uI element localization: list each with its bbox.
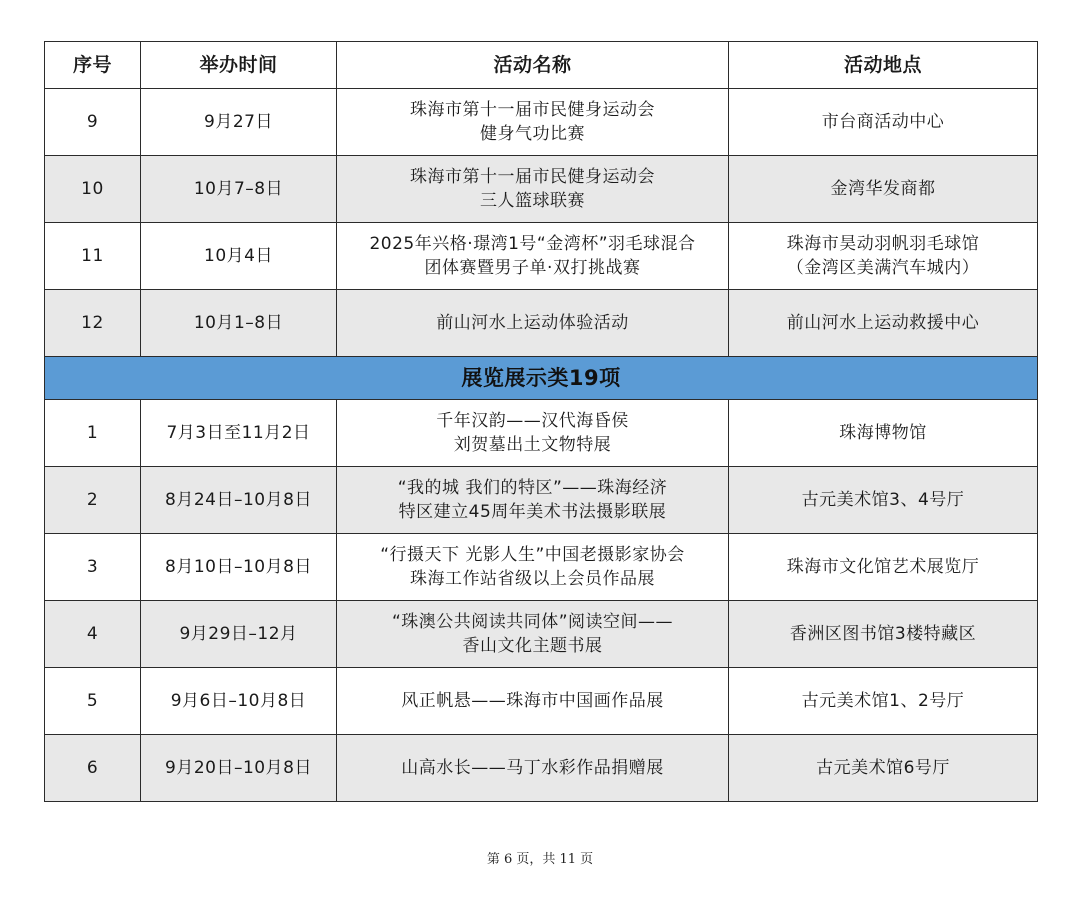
header-location: 活动地点 <box>729 42 1038 89</box>
row-number: 12 <box>45 290 141 357</box>
event-name-line-1: 珠海市第十一届市民健身运动会 <box>410 167 655 187</box>
row-event-name <box>337 668 729 735</box>
location-line-1: 古元美术馆1、2号厅 <box>801 691 965 711</box>
event-name-line-2: 特区建立45周年美术书法摄影联展 <box>398 502 667 522</box>
event-name-line-2: 三人篮球联赛 <box>480 191 585 211</box>
event-name-line-1: 风正帆悬——珠海市中国画作品展 <box>401 691 664 711</box>
location-line-1: 古元美术馆6号厅 <box>816 758 950 778</box>
row-number: 9 <box>45 89 141 156</box>
event-name-line-1: “珠澳公共阅读共同体”阅读空间—— <box>391 612 674 632</box>
event-name-line-1: “我的城 我们的特区”——珠海经济 <box>397 478 668 498</box>
row-time: 9月6日–10月8日 <box>141 668 337 735</box>
event-name-line-1: 珠海市第十一届市民健身运动会 <box>410 100 655 120</box>
row-number: 5 <box>45 668 141 735</box>
row-location <box>729 467 1038 534</box>
row-number: 6 <box>45 735 141 802</box>
row-number: 3 <box>45 534 141 601</box>
row-time: 9月27日 <box>141 89 337 156</box>
table-row <box>45 467 1038 534</box>
row-event-name <box>337 400 729 467</box>
event-name-line-2: 健身气功比赛 <box>480 124 585 144</box>
row-event-name <box>337 601 729 668</box>
location-line-1: 珠海博物馆 <box>839 423 927 443</box>
location-line-1: 金湾华发商都 <box>830 179 936 199</box>
row-event-name <box>337 290 729 357</box>
row-time: 8月24日–10月8日 <box>141 467 337 534</box>
row-time: 9月29日–12月 <box>141 601 337 668</box>
row-time: 9月20日–10月8日 <box>141 735 337 802</box>
event-name-line-1: “行摄天下 光影人生”中国老摄影家协会 <box>380 545 685 565</box>
event-name-line-1: 2025年兴格·璟湾1号“金湾杯”羽毛球混合 <box>369 234 696 254</box>
table-row <box>45 668 1038 735</box>
table-row <box>45 89 1038 156</box>
row-time: 7月3日至11月2日 <box>141 400 337 467</box>
section-title: 展览展示类19项 <box>45 357 1038 400</box>
row-location <box>729 668 1038 735</box>
row-event-name <box>337 156 729 223</box>
row-number: 1 <box>45 400 141 467</box>
row-event-name <box>337 223 729 290</box>
row-event-name <box>337 89 729 156</box>
table-row <box>45 534 1038 601</box>
row-event-name <box>337 467 729 534</box>
event-name-line-2: 香山文化主题书展 <box>462 636 603 656</box>
row-number: 11 <box>45 223 141 290</box>
table-row <box>45 601 1038 668</box>
row-location <box>729 601 1038 668</box>
row-location <box>729 223 1038 290</box>
row-time: 10月4日 <box>141 223 337 290</box>
row-time: 10月7–8日 <box>141 156 337 223</box>
location-line-2: （金湾区美满汽车城内） <box>786 258 980 278</box>
table-header-row <box>45 42 1038 89</box>
event-name-line-1: 山高水长——马丁水彩作品捐赠展 <box>401 758 664 778</box>
row-number: 10 <box>45 156 141 223</box>
location-line-1: 珠海市昊动羽帆羽毛球馆 <box>786 234 980 254</box>
header-number: 序号 <box>45 42 141 89</box>
event-schedule-table <box>44 41 1038 802</box>
table-row <box>45 735 1038 802</box>
table-row <box>45 400 1038 467</box>
section-header-row <box>45 357 1038 400</box>
event-name-line-2: 刘贺墓出土文物特展 <box>453 435 612 455</box>
page-footer: 第 6 页，共 11 页 <box>486 852 594 867</box>
row-location <box>729 290 1038 357</box>
event-name-line-2: 珠海工作站省级以上会员作品展 <box>410 569 655 589</box>
table-row <box>45 223 1038 290</box>
row-location <box>729 156 1038 223</box>
event-name-line-2: 团体赛暨男子单·双打挑战赛 <box>424 258 641 278</box>
location-line-1: 前山河水上运动救援中心 <box>786 313 980 333</box>
row-location <box>729 735 1038 802</box>
table-row <box>45 156 1038 223</box>
location-line-1: 古元美术馆3、4号厅 <box>801 490 965 510</box>
location-line-1: 珠海市文化馆艺术展览厅 <box>786 557 980 577</box>
row-time: 10月1–8日 <box>141 290 337 357</box>
event-name-line-1: 千年汉韵——汉代海昏侯 <box>436 411 629 431</box>
row-event-name <box>337 735 729 802</box>
event-name-line-1: 前山河水上运动体验活动 <box>436 313 629 333</box>
row-number: 4 <box>45 601 141 668</box>
row-time: 8月10日–10月8日 <box>141 534 337 601</box>
header-time: 举办时间 <box>141 42 337 89</box>
row-location <box>729 400 1038 467</box>
row-number: 2 <box>45 467 141 534</box>
row-location <box>729 89 1038 156</box>
table-row <box>45 290 1038 357</box>
location-line-1: 香洲区图书馆3楼特藏区 <box>789 624 977 644</box>
location-line-1: 市台商活动中心 <box>821 112 945 132</box>
row-event-name <box>337 534 729 601</box>
header-event-name: 活动名称 <box>337 42 729 89</box>
row-location <box>729 534 1038 601</box>
